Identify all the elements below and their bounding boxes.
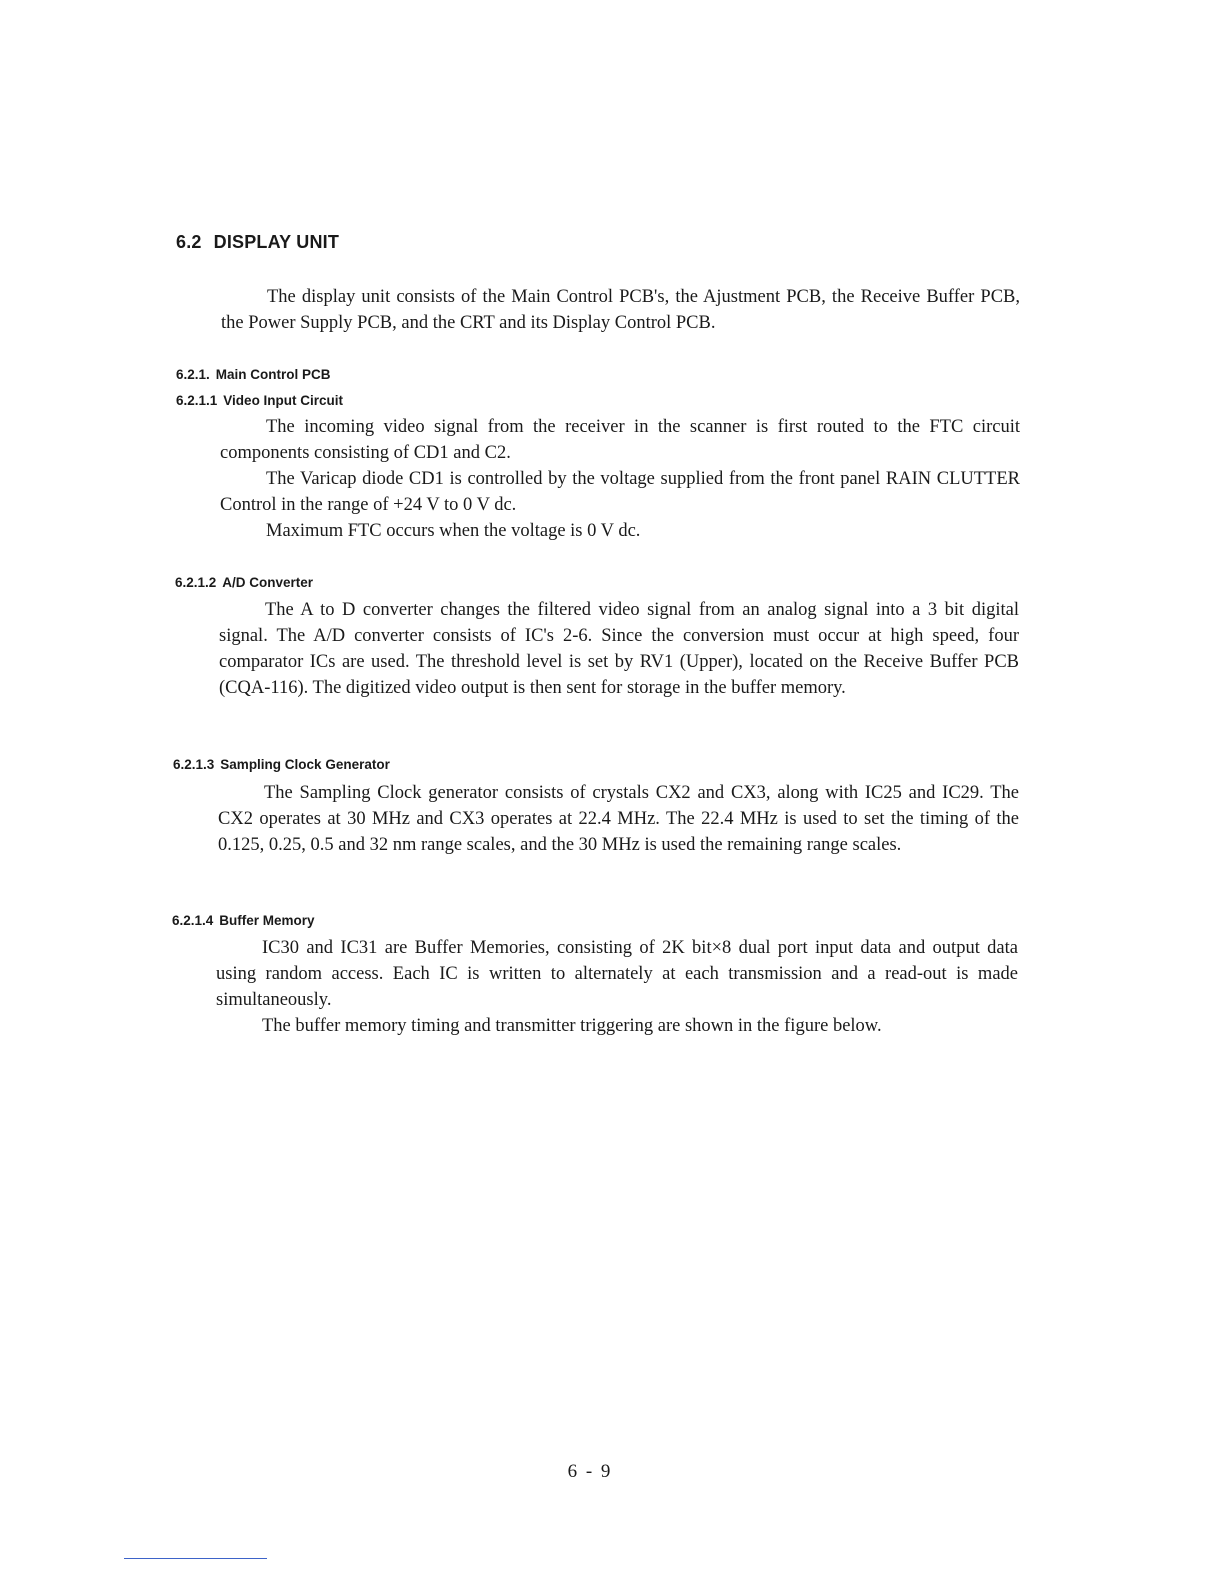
buffer-memory-paragraph-1: IC30 and IC31 are Buffer Memories, consisting of 2K bit×8 dual port input data and output data using random access. Each IC is written to alternately at each transmission and a read-out is made simultaneously. [216, 938, 1018, 1010]
heading-number: 6.2.1.3 [173, 757, 215, 772]
heading-number: 6.2.1.2 [175, 575, 217, 590]
video-input-paragraph-1: The incoming video signal from the receiver in the scanner is first routed to the FTC circuit components consisting of CD1 and C2. [220, 417, 1020, 463]
video-input-heading [176, 393, 343, 408]
buffer-memory-heading [172, 913, 315, 928]
ad-converter-paragraph: The A to D converter changes the filtered video signal from an analog signal into a 3 bit digital signal. The A/D converter consists of IC's 2-6. Since the conversion must occur at high speed, four comparator ICs are used. The threshold level is set by RV1 (Upper), located on the Receive Buffer PCB (CQA-116). The digitized video output is then sent for storage in the buffer memory. [219, 600, 1019, 698]
heading-title: Buffer Memory [219, 913, 315, 928]
sampling-clock-paragraph: The Sampling Clock generator consists of crystals CX2 and CX3, along with IC25 and IC29. The CX2 operates at 30 MHz and CX3 operates at 22.4 MHz. The 22.4 MHz is used to set the timing of the 0.125, 0.25, 0.5 and 32 nm range scales, and the 30 MHz is used the remaining range scales. [218, 783, 1019, 855]
heading-title: A/D Converter [222, 575, 314, 590]
video-input-paragraph-2: The Varicap diode CD1 is controlled by the voltage supplied from the front panel RAIN CLUTTER Control in the range of +24 V to 0 V dc. [220, 469, 1020, 515]
heading-number: 6.2.1.4 [172, 913, 214, 928]
page-number: 6 - 9 [567, 1461, 613, 1482]
buffer-memory-paragraph-2: The buffer memory timing and transmitter triggering are shown in the figure below. [262, 1016, 882, 1036]
section-heading [176, 232, 339, 253]
heading-number: 6.2.1. [176, 367, 210, 382]
ad-converter-heading [175, 575, 313, 590]
video-input-paragraph-3: Maximum FTC occurs when the voltage is 0 V dc. [266, 521, 641, 541]
section-number: 6.2 [176, 232, 202, 252]
sampling-clock-heading [173, 757, 390, 772]
heading-number: 6.2.1.1 [176, 393, 218, 408]
main-control-heading [176, 367, 331, 382]
intro-paragraph: The display unit consists of the Main Control PCB's, the Ajustment PCB, the Receive Buffer PCB, the Power Supply PCB, and the CRT and its Display Control PCB. [221, 287, 1020, 333]
heading-title: Sampling Clock Generator [220, 757, 390, 772]
footer-rule [124, 1558, 267, 1559]
section-title: DISPLAY UNIT [213, 232, 340, 252]
heading-title: Video Input Circuit [223, 393, 344, 408]
heading-title: Main Control PCB [215, 367, 331, 382]
